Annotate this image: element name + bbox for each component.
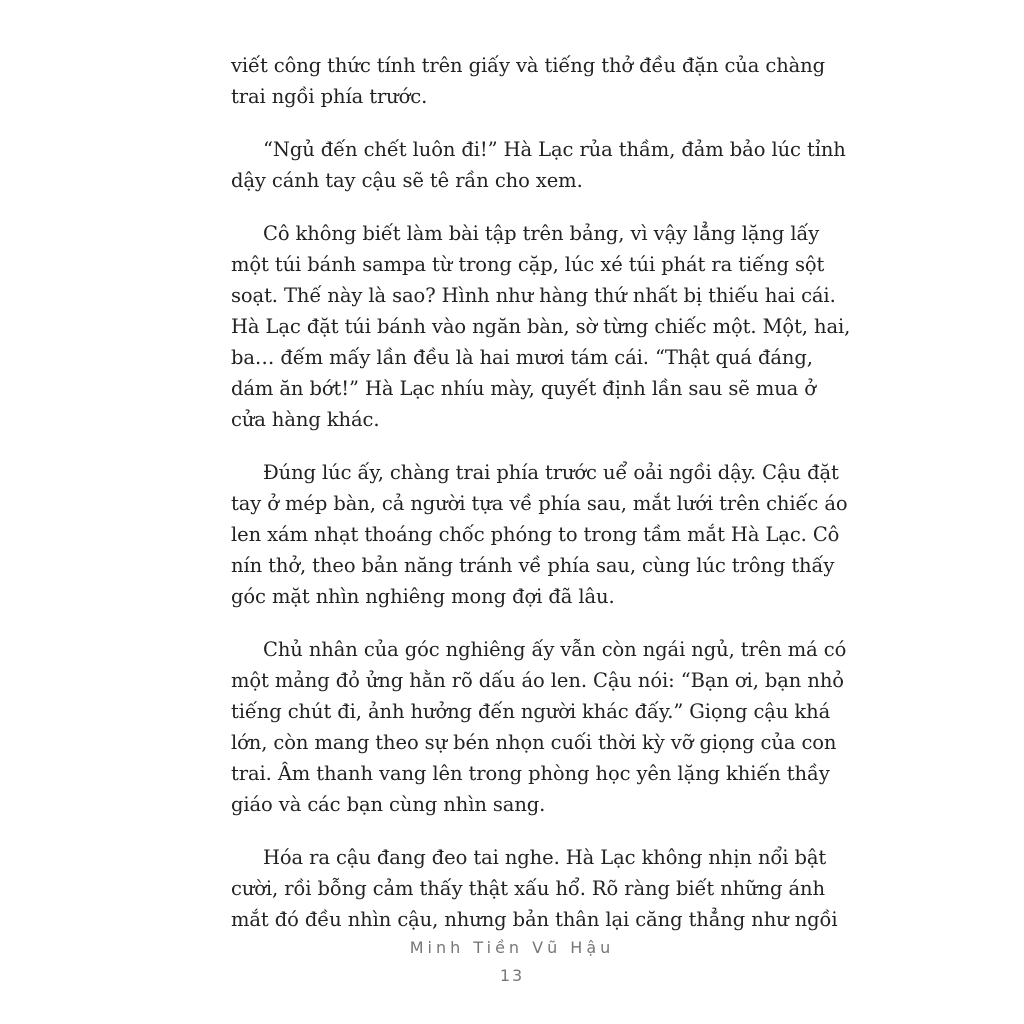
running-footer-title: Minh Tiền Vũ Hậu — [409, 938, 615, 957]
paragraph-4 — [231, 457, 848, 612]
text-line: Hóa ra cậu đang đeo tai nghe. Hà Lạc không nhịn nổi bật — [263, 846, 827, 869]
text-line: ba… đếm mấy lần đều là hai mươi tám cái. “Thật quá đáng, — [231, 346, 813, 369]
text-line: trai ngồi phía trước. — [231, 85, 428, 108]
text-line: Cô không biết làm bài tập trên bảng, vì vậy lẳng lặng lấy — [263, 222, 820, 245]
paragraph-5 — [231, 634, 847, 820]
text-line: góc mặt nhìn nghiêng mong đợi đã lâu. — [231, 585, 615, 608]
body-text — [231, 50, 851, 957]
text-line: cửa hàng khác. — [231, 408, 380, 431]
text-line: tiếng chút đi, ảnh hưởng đến người khác đấy.” Giọng cậu khá — [231, 700, 831, 723]
text-line: Đúng lúc ấy, chàng trai phía trước uể oải ngồi dậy. Cậu đặt — [263, 461, 839, 484]
text-line: Hà Lạc đặt túi bánh vào ngăn bàn, sờ từng chiếc một. Một, hai, — [231, 315, 851, 338]
paragraph-2 — [231, 134, 846, 196]
paragraph-1 — [231, 50, 826, 112]
text-line: “Ngủ đến chết luôn đi!” Hà Lạc rủa thầm, đảm bảo lúc tỉnh — [263, 138, 846, 161]
text-line: tay ở mép bàn, cả người tựa về phía sau, mắt lưới trên chiếc áo — [231, 492, 848, 515]
text-line: soạt. Thế này là sao? Hình như hàng thứ nhất bị thiếu hai cái. — [231, 284, 836, 307]
paragraph-3 — [231, 218, 851, 435]
text-line: mắt đó đều nhìn cậu, nhưng bản thân lại căng thẳng như ngồi — [231, 908, 838, 931]
text-line: lớn, còn mang theo sự bén nhọn cuối thời kỳ vỡ giọng của con — [231, 731, 837, 754]
text-line: một túi bánh sampa từ trong cặp, lúc xé túi phát ra tiếng sột — [231, 253, 825, 276]
text-line: viết công thức tính trên giấy và tiếng thở đều đặn của chàng — [231, 54, 826, 77]
text-line: giáo và các bạn cùng nhìn sang. — [231, 793, 546, 816]
text-line: dám ăn bớt!” Hà Lạc nhíu mày, quyết định lần sau sẽ mua ở — [231, 377, 816, 400]
text-line: cười, rồi bỗng cảm thấy thật xấu hổ. Rõ ràng biết những ánh — [231, 877, 825, 900]
text-line: dậy cánh tay cậu sẽ tê rần cho xem. — [231, 169, 583, 192]
text-line: Chủ nhân của góc nghiêng ấy vẫn còn ngái ngủ, trên má có — [263, 638, 847, 661]
text-line: nín thở, theo bản năng tránh về phía sau, cùng lúc trông thấy — [231, 554, 835, 577]
page-number: 13 — [499, 966, 525, 985]
text-line: một mảng đỏ ửng hằn rõ dấu áo len. Cậu nói: “Bạn ơi, bạn nhỏ — [231, 669, 844, 692]
text-line: trai. Âm thanh vang lên trong phòng học yên lặng khiến thầy — [231, 762, 830, 785]
paragraph-6 — [231, 842, 838, 935]
text-line: len xám nhạt thoáng chốc phóng to trong tầm mắt Hà Lạc. Cô — [231, 523, 840, 546]
